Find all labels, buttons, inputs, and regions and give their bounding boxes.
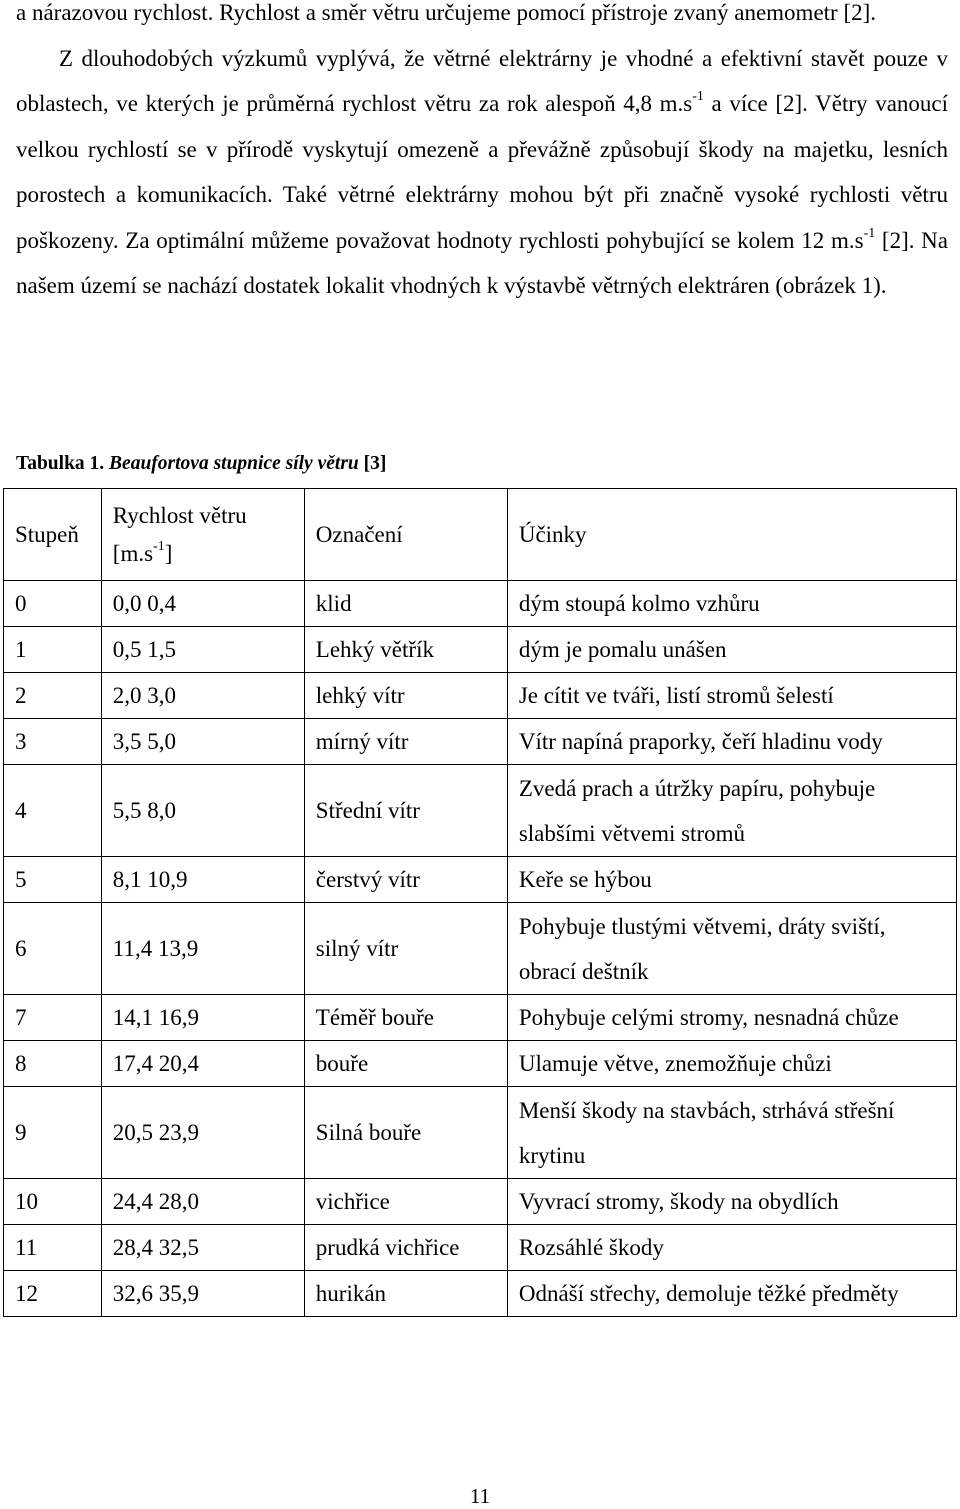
cell-name: bouře: [304, 1041, 507, 1087]
cell-name: Téměř bouře: [304, 995, 507, 1041]
cell-name: Silná bouře: [304, 1087, 507, 1179]
cell-effects: Je cítit ve tváři, listí stromů šelestí: [507, 673, 956, 719]
cell-speed: 11,4 13,9: [101, 903, 304, 995]
cell-speed: 14,1 16,9: [101, 995, 304, 1041]
table-row: [4, 765, 957, 857]
cell-degree: 7: [4, 995, 102, 1041]
header-speed-unit: [m.s: [112, 540, 154, 566]
cell-degree: 2: [4, 673, 102, 719]
cell-effects: Pohybuje celými stromy, nesnadná chůze: [507, 995, 956, 1041]
document-page: [16, 0, 948, 309]
cell-name: mírný vítr: [304, 719, 507, 765]
table-row: [4, 719, 957, 765]
cell-effects: Rozsáhlé škody: [507, 1225, 956, 1271]
cell-name: prudká vichřice: [304, 1225, 507, 1271]
cell-effects: Menší škody na stavbách, strhává střešní krytinu: [507, 1087, 956, 1179]
header-speed: [101, 489, 304, 581]
cell-effects: Vyvrací stromy, škody na obydlích: [507, 1179, 956, 1225]
header-speed-bracket: ]: [164, 540, 173, 566]
cell-effects: Vítr napíná praporky, čeří hladinu vody: [507, 719, 956, 765]
table-row: [4, 581, 957, 627]
table-row: [4, 1179, 957, 1225]
page-number: 11: [469, 1484, 491, 1508]
cell-degree: 1: [4, 627, 102, 673]
paragraph-text-part: a více [2]. Větry vanoucí velkou rychlostí se v přírodě vyskytují omezeně a převážně způsobují škody na majetku, lesních porostech a komunikacích. Také větrné elektrárny mohou být při značně vysoké rychlosti větru poškozeny. Za optimální můžeme považovat hodnoty rychlosti pohybující se kolem 12 m.s: [16, 91, 948, 253]
cell-degree: 10: [4, 1179, 102, 1225]
cell-degree: 8: [4, 1041, 102, 1087]
table-row: [4, 1225, 957, 1271]
cell-speed: 17,4 20,4: [101, 1041, 304, 1087]
table-caption-label: Tabulka 1.: [16, 453, 105, 474]
cell-speed: 28,4 32,5: [101, 1225, 304, 1271]
cell-name: vichřice: [304, 1179, 507, 1225]
table-row: [4, 903, 957, 995]
table-row: [4, 1087, 957, 1179]
cell-degree: 3: [4, 719, 102, 765]
table-row: [4, 673, 957, 719]
paragraph-wind-speed: [16, 36, 948, 309]
cell-degree: 0: [4, 581, 102, 627]
cell-speed: 0,0 0,4: [101, 581, 304, 627]
header-speed-exponent: -1: [153, 538, 165, 554]
cell-degree: 12: [4, 1271, 102, 1317]
table-row: [4, 857, 957, 903]
cell-name: hurikán: [304, 1271, 507, 1317]
cell-name: Střední vítr: [304, 765, 507, 857]
header-speed-line1: Rychlost větru: [112, 502, 247, 528]
table-row: [4, 995, 957, 1041]
superscript-exponent: -1: [863, 225, 876, 241]
table-row: [4, 1271, 957, 1317]
cell-effects: Ulamuje větve, znemožňuje chůzi: [507, 1041, 956, 1087]
cell-speed: 24,4 28,0: [101, 1179, 304, 1225]
cell-name: lehký vítr: [304, 673, 507, 719]
cell-speed: 0,5 1,5: [101, 627, 304, 673]
table-caption-reference: [3]: [363, 453, 387, 474]
cell-speed: 5,5 8,0: [101, 765, 304, 857]
cell-speed: 8,1 10,9: [101, 857, 304, 903]
cell-effects: Pohybuje tlustými větvemi, dráty sviští, obrací deštník: [507, 903, 956, 995]
table-caption: [16, 451, 386, 477]
header-speed-line2: [113, 535, 304, 573]
header-degree: Stupeň: [4, 489, 102, 581]
table-header-row: [4, 489, 957, 581]
cell-degree: 5: [4, 857, 102, 903]
cell-speed: 20,5 23,9: [101, 1087, 304, 1179]
paragraph-text-part: [2]. Na našem území se nachází dostatek lokalit vhodných k výstavbě větrných elektráren (obrázek 1).: [16, 227, 949, 298]
paragraph-anemometer: a nárazovou rychlost. Rychlost a směr větru určujeme pomocí přístroje zvaný anemometr [2].: [16, 0, 877, 25]
table-row: [4, 627, 957, 673]
table-row: [4, 1041, 957, 1087]
cell-degree: 4: [4, 765, 102, 857]
cell-degree: 6: [4, 903, 102, 995]
cell-effects: dým je pomalu unášen: [507, 627, 956, 673]
cell-name: Lehký větřík: [304, 627, 507, 673]
cell-effects: Odnáší střechy, demoluje těžké předměty: [507, 1271, 956, 1317]
cell-speed: 2,0 3,0: [101, 673, 304, 719]
cell-effects: Keře se hýbou: [507, 857, 956, 903]
table-caption-title: Beaufortova stupnice síly větru: [109, 453, 359, 474]
header-effects: Účinky: [507, 489, 956, 581]
cell-effects: dým stoupá kolmo vzhůru: [507, 581, 956, 627]
cell-effects: Zvedá prach a útržky papíru, pohybuje slabšími větvemi stromů: [507, 765, 956, 857]
cell-name: silný vítr: [304, 903, 507, 995]
beaufort-scale-table: [3, 488, 957, 1317]
cell-degree: 9: [4, 1087, 102, 1179]
cell-speed: 3,5 5,0: [101, 719, 304, 765]
cell-name: čerstvý vítr: [304, 857, 507, 903]
header-name: Označení: [304, 489, 507, 581]
cell-speed: 32,6 35,9: [101, 1271, 304, 1317]
cell-name: klid: [304, 581, 507, 627]
superscript-exponent: -1: [692, 89, 704, 105]
paragraph-text-part: Z dlouhodobých výzkumů vyplývá, že větrné elektrárny je vhodné a efektivní stavět pouze v oblastech, ve kterých je průměrná rychlost větru za rok alespoň 4,8 m.s: [16, 45, 948, 116]
cell-degree: 11: [4, 1225, 102, 1271]
